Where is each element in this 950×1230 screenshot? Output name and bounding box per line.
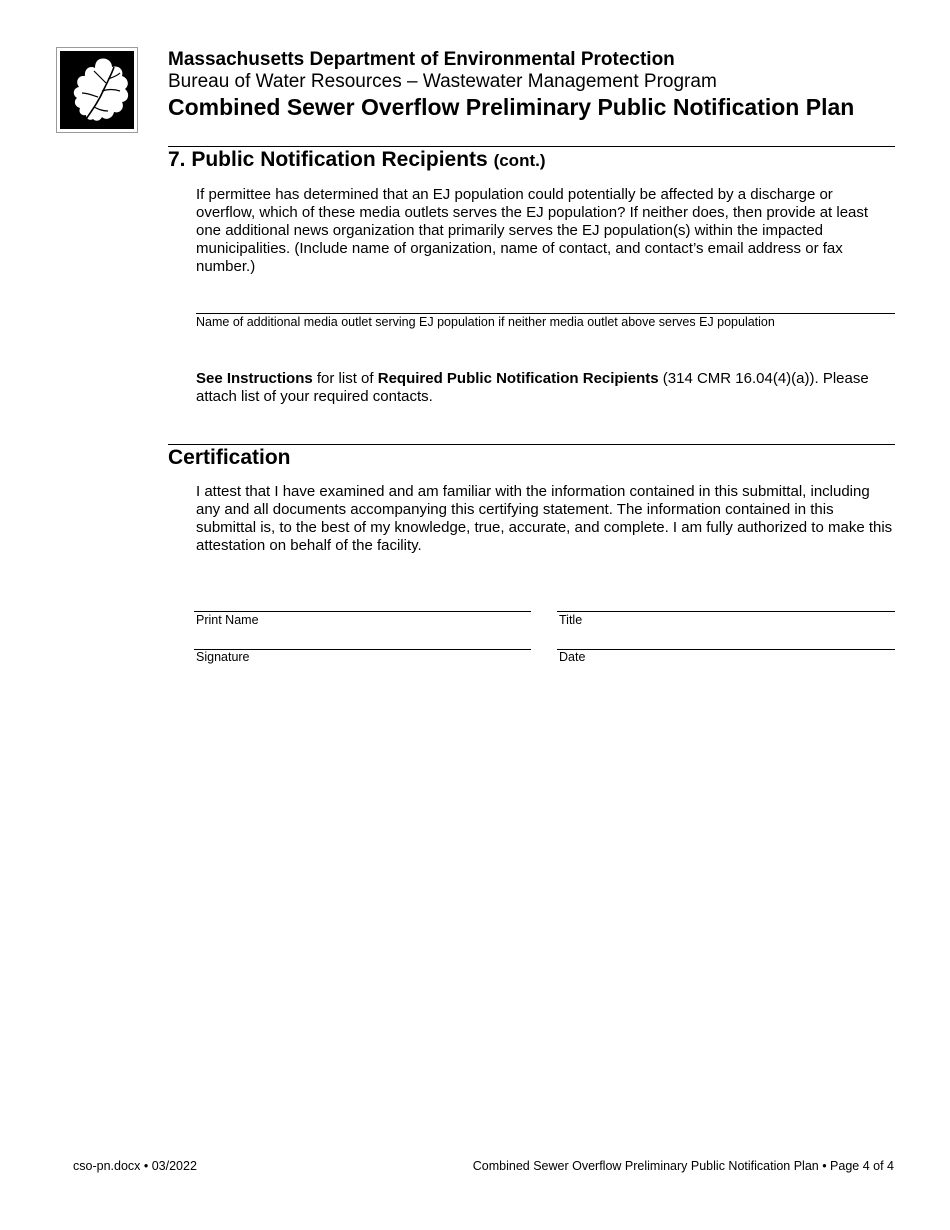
print-name-label: Print Name	[196, 613, 259, 627]
section-7-title: 7. Public Notification Recipients	[168, 148, 488, 171]
note-text-1: for list of	[312, 370, 378, 387]
footer-right: Combined Sewer Overflow Preliminary Public Notification Plan • Page 4 of 4	[472, 1159, 894, 1173]
title-label: Title	[559, 613, 583, 627]
additional-media-outlet-label: Name of additional media outlet serving EJ population if neither media outlet above serves EJ population	[196, 315, 775, 329]
required-recipients-text: Required Public Notification Recipients	[377, 370, 659, 387]
instructions-note	[196, 370, 896, 406]
additional-media-outlet-input[interactable]	[196, 313, 895, 314]
note-text-2: (314 CMR 16.04(4)(a)). Please attach list of your required contacts.	[196, 370, 869, 405]
date-label: Date	[559, 650, 586, 664]
certification-heading: Certification	[168, 446, 291, 469]
document-header	[168, 48, 908, 121]
see-instructions-text: See Instructions	[196, 370, 313, 387]
form-title: Combined Sewer Overflow Preliminary Public Notification Plan	[168, 94, 855, 120]
print-name-input[interactable]	[194, 611, 531, 612]
section-7-paragraph: If permittee has determined that an EJ population could potentially be affected by a discharge or overflow, which of these media outlets serves the EJ population? If neither does, then provide at least one additional news organization that primarily serves the EJ population(s) within the impacted municipalities. (Include name of organization, name of contact, and contact’s email address or fax number.)	[196, 186, 869, 275]
bureau-name: Bureau of Water Resources – Wastewater Management Program	[168, 71, 717, 92]
title-input[interactable]	[557, 611, 895, 612]
section-7-title-suffix: (cont.)	[493, 151, 546, 170]
oak-leaf-logo-icon	[60, 51, 134, 129]
signature-label: Signature	[196, 650, 250, 664]
massdep-logo	[56, 47, 138, 133]
agency-name: Massachusetts Department of Environmental Protection	[168, 49, 675, 70]
certification-paragraph: I attest that I have examined and am familiar with the information contained in this submittal, including any and all documents accompanying this certifying statement. The information contained in this submittal is, to the best of my knowledge, true, accurate, and complete. I am fully authorized to make this attestation on behalf of the facility.	[196, 483, 893, 554]
footer-left: cso-pn.docx • 03/2022	[73, 1159, 197, 1173]
section-7-heading	[168, 147, 546, 174]
date-input[interactable]	[557, 649, 895, 650]
